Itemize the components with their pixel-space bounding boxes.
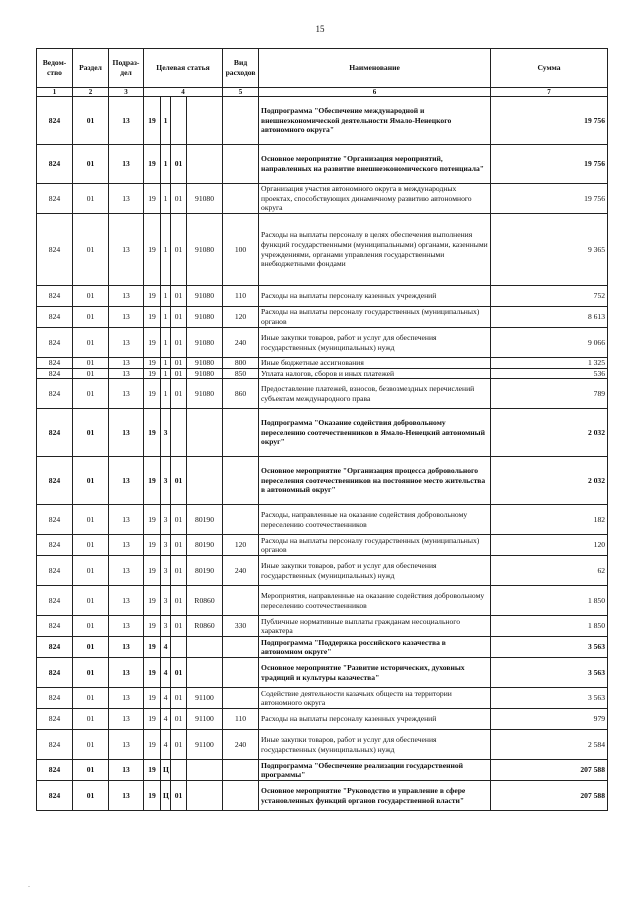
- cell-t3: 01: [171, 616, 187, 637]
- cell-t2: 1: [161, 328, 171, 358]
- cell-vid: [223, 586, 259, 616]
- cell-name: Иные закупки товаров, работ и услуг для обеспечения государственных (муниципальных) нужд: [259, 328, 491, 358]
- cell-t4: [187, 145, 223, 184]
- cell-t3: [171, 637, 187, 658]
- cell-r: 01: [73, 535, 109, 556]
- cell-t1: 19: [144, 409, 161, 457]
- table-row: [37, 307, 608, 328]
- cell-name: Подпрограмма "Оказание содействия добровольному переселению соотечественников в Ямало-Ненецкий автономный округ": [259, 409, 491, 457]
- cell-p: 13: [109, 145, 144, 184]
- cell-t2: 4: [161, 688, 171, 709]
- cell-name: Расходы, направленные на оказание содействия добровольному переселению соотечественников: [259, 505, 491, 535]
- cell-sum: 9 365: [491, 214, 608, 286]
- column-number: 3: [109, 88, 144, 97]
- cell-vid: [223, 145, 259, 184]
- cell-r: 01: [73, 586, 109, 616]
- cell-r: 01: [73, 781, 109, 811]
- cell-p: 13: [109, 214, 144, 286]
- cell-t2: 1: [161, 358, 171, 369]
- cell-sum: 62: [491, 556, 608, 586]
- cell-vid: 120: [223, 307, 259, 328]
- cell-v: 824: [37, 781, 73, 811]
- cell-t3: 01: [171, 145, 187, 184]
- cell-p: 13: [109, 709, 144, 730]
- cell-sum: 3 563: [491, 637, 608, 658]
- table-row: [37, 379, 608, 409]
- cell-vid: 800: [223, 358, 259, 369]
- header-podrazdel: Подраз-дел: [109, 49, 144, 88]
- cell-v: 824: [37, 616, 73, 637]
- cell-name: Расходы на выплаты персоналу казенных учреждений: [259, 286, 491, 307]
- cell-v: 824: [37, 637, 73, 658]
- page-number: 15: [315, 24, 325, 34]
- cell-t2: 3: [161, 586, 171, 616]
- table-header-row: [37, 49, 608, 88]
- table-row: [37, 709, 608, 730]
- header-razdel: Раздел: [73, 49, 109, 88]
- cell-t4: 80190: [187, 535, 223, 556]
- cell-t4: [187, 658, 223, 688]
- column-number-row: [37, 88, 608, 97]
- cell-t3: 01: [171, 535, 187, 556]
- scan-mark: .: [28, 880, 30, 889]
- cell-t1: 19: [144, 358, 161, 369]
- cell-sum: 19 756: [491, 97, 608, 145]
- cell-name: Основное мероприятие "Организация мероприятий, направленных на развитие внешнеэкономического потенциала": [259, 145, 491, 184]
- cell-t1: 19: [144, 307, 161, 328]
- cell-vid: [223, 658, 259, 688]
- cell-t2: Ц: [161, 760, 171, 781]
- table-row: [37, 556, 608, 586]
- cell-p: 13: [109, 586, 144, 616]
- cell-t1: 19: [144, 286, 161, 307]
- cell-r: 01: [73, 97, 109, 145]
- cell-v: 824: [37, 505, 73, 535]
- cell-t2: 1: [161, 145, 171, 184]
- cell-sum: 120: [491, 535, 608, 556]
- cell-t3: [171, 409, 187, 457]
- table-row: [37, 184, 608, 214]
- cell-p: 13: [109, 688, 144, 709]
- cell-name: Подпрограмма "Поддержка российского казачества в автономном округе": [259, 637, 491, 658]
- cell-sum: 8 613: [491, 307, 608, 328]
- cell-r: 01: [73, 688, 109, 709]
- cell-vid: [223, 688, 259, 709]
- cell-t4: R0860: [187, 586, 223, 616]
- cell-v: 824: [37, 688, 73, 709]
- cell-v: 824: [37, 730, 73, 760]
- cell-p: 13: [109, 97, 144, 145]
- cell-t2: 1: [161, 379, 171, 409]
- cell-t2: 4: [161, 658, 171, 688]
- cell-t3: 01: [171, 184, 187, 214]
- cell-t3: 01: [171, 688, 187, 709]
- cell-sum: 2 032: [491, 457, 608, 505]
- cell-r: 01: [73, 307, 109, 328]
- cell-t3: 01: [171, 730, 187, 760]
- cell-name: Основное мероприятие "Организация процесса добровольного переселения соотечественников на постоянное место жительства в автономный округ": [259, 457, 491, 505]
- column-number: 2: [73, 88, 109, 97]
- cell-t3: 01: [171, 379, 187, 409]
- cell-t4: [187, 637, 223, 658]
- cell-name: Содействие деятельности казачьих обществ на территории автономного округа: [259, 688, 491, 709]
- cell-p: 13: [109, 760, 144, 781]
- cell-v: 824: [37, 409, 73, 457]
- table-row: [37, 286, 608, 307]
- cell-t4: 91080: [187, 184, 223, 214]
- cell-r: 01: [73, 358, 109, 369]
- cell-sum: 1 850: [491, 586, 608, 616]
- cell-t2: 3: [161, 535, 171, 556]
- cell-vid: 100: [223, 214, 259, 286]
- cell-name: Расходы на выплаты персоналу государственных (муниципальных) органов: [259, 307, 491, 328]
- cell-v: 824: [37, 658, 73, 688]
- cell-v: 824: [37, 214, 73, 286]
- cell-t4: 91080: [187, 286, 223, 307]
- table-row: [37, 535, 608, 556]
- header-name: Наименование: [259, 49, 491, 88]
- cell-name: Подпрограмма "Обеспечение международной и внешнеэкономической деятельности Ямало-Ненецкого автономного округа": [259, 97, 491, 145]
- cell-t1: 19: [144, 616, 161, 637]
- cell-vid: [223, 505, 259, 535]
- cell-v: 824: [37, 307, 73, 328]
- cell-name: Организация участия автономного округа в международных проектах, способствующих динамичному развитию автономного округа: [259, 184, 491, 214]
- cell-v: 824: [37, 145, 73, 184]
- cell-p: 13: [109, 457, 144, 505]
- cell-p: 13: [109, 307, 144, 328]
- cell-t3: 01: [171, 709, 187, 730]
- cell-t3: 01: [171, 586, 187, 616]
- table-row: [37, 145, 608, 184]
- cell-t1: 19: [144, 457, 161, 505]
- cell-name: Основное мероприятие "Руководство и управление в сфере установленных функций органов государственной власти": [259, 781, 491, 811]
- cell-r: 01: [73, 658, 109, 688]
- table-row: [37, 616, 608, 637]
- cell-t2: 1: [161, 368, 171, 379]
- cell-t4: 80190: [187, 556, 223, 586]
- cell-t3: 01: [171, 368, 187, 379]
- cell-vid: [223, 184, 259, 214]
- cell-t2: 1: [161, 286, 171, 307]
- cell-p: 13: [109, 556, 144, 586]
- cell-t3: [171, 760, 187, 781]
- table-row: [37, 688, 608, 709]
- cell-t1: 19: [144, 535, 161, 556]
- cell-p: 13: [109, 328, 144, 358]
- cell-v: 824: [37, 286, 73, 307]
- column-number: 7: [491, 88, 608, 97]
- cell-name: Публичные нормативные выплаты гражданам несоциального характера: [259, 616, 491, 637]
- cell-t3: 01: [171, 328, 187, 358]
- table-row: [37, 730, 608, 760]
- header-target: Целевая статья: [144, 49, 223, 88]
- cell-t3: 01: [171, 307, 187, 328]
- cell-name: Иные закупки товаров, работ и услуг для обеспечения государственных (муниципальных) нужд: [259, 730, 491, 760]
- cell-t1: 19: [144, 556, 161, 586]
- cell-t2: 1: [161, 184, 171, 214]
- cell-t2: 3: [161, 409, 171, 457]
- cell-t4: 91100: [187, 730, 223, 760]
- cell-t4: [187, 409, 223, 457]
- cell-t1: 19: [144, 781, 161, 811]
- cell-v: 824: [37, 368, 73, 379]
- cell-t2: 4: [161, 637, 171, 658]
- cell-t1: 19: [144, 760, 161, 781]
- cell-t3: 01: [171, 505, 187, 535]
- cell-name: Уплата налогов, сборов и иных платежей: [259, 368, 491, 379]
- cell-t1: 19: [144, 586, 161, 616]
- cell-t2: 1: [161, 307, 171, 328]
- cell-sum: 207 588: [491, 781, 608, 811]
- cell-r: 01: [73, 457, 109, 505]
- cell-vid: 120: [223, 535, 259, 556]
- table-row: [37, 358, 608, 369]
- cell-vid: [223, 637, 259, 658]
- cell-p: 13: [109, 658, 144, 688]
- cell-t1: 19: [144, 184, 161, 214]
- cell-r: 01: [73, 505, 109, 535]
- cell-t2: Ц: [161, 781, 171, 811]
- cell-p: 13: [109, 409, 144, 457]
- cell-vid: [223, 760, 259, 781]
- cell-vid: [223, 457, 259, 505]
- cell-t4: 91080: [187, 358, 223, 369]
- cell-t4: [187, 781, 223, 811]
- cell-p: 13: [109, 379, 144, 409]
- cell-r: 01: [73, 616, 109, 637]
- cell-p: 13: [109, 286, 144, 307]
- cell-vid: 860: [223, 379, 259, 409]
- cell-r: 01: [73, 637, 109, 658]
- cell-t2: 1: [161, 214, 171, 286]
- cell-t2: 3: [161, 616, 171, 637]
- cell-sum: 19 756: [491, 145, 608, 184]
- cell-t4: 91080: [187, 307, 223, 328]
- cell-r: 01: [73, 328, 109, 358]
- cell-sum: 19 756: [491, 184, 608, 214]
- cell-vid: 240: [223, 328, 259, 358]
- cell-t1: 19: [144, 145, 161, 184]
- header-vedomstvo: Ведом-ство: [37, 49, 73, 88]
- cell-v: 824: [37, 184, 73, 214]
- cell-sum: 207 588: [491, 760, 608, 781]
- cell-r: 01: [73, 286, 109, 307]
- table-row: [37, 505, 608, 535]
- table-row: [37, 637, 608, 658]
- cell-sum: 752: [491, 286, 608, 307]
- table-row: [37, 97, 608, 145]
- cell-t2: 4: [161, 730, 171, 760]
- cell-sum: 9 066: [491, 328, 608, 358]
- cell-vid: 850: [223, 368, 259, 379]
- cell-t1: 19: [144, 688, 161, 709]
- cell-sum: 979: [491, 709, 608, 730]
- cell-sum: 2 032: [491, 409, 608, 457]
- cell-v: 824: [37, 586, 73, 616]
- cell-t2: 3: [161, 457, 171, 505]
- cell-t1: 19: [144, 505, 161, 535]
- cell-p: 13: [109, 535, 144, 556]
- cell-p: 13: [109, 730, 144, 760]
- cell-sum: 3 563: [491, 658, 608, 688]
- cell-name: Расходы на выплаты персоналу казенных учреждений: [259, 709, 491, 730]
- cell-r: 01: [73, 184, 109, 214]
- cell-vid: 110: [223, 286, 259, 307]
- cell-v: 824: [37, 535, 73, 556]
- cell-v: 824: [37, 379, 73, 409]
- cell-t4: 91080: [187, 368, 223, 379]
- cell-vid: 240: [223, 556, 259, 586]
- table-row: [37, 457, 608, 505]
- cell-t4: [187, 457, 223, 505]
- cell-t1: 19: [144, 368, 161, 379]
- cell-r: 01: [73, 760, 109, 781]
- table-row: [37, 409, 608, 457]
- cell-t2: 3: [161, 556, 171, 586]
- cell-sum: 1 325: [491, 358, 608, 369]
- cell-p: 13: [109, 184, 144, 214]
- column-number: 6: [259, 88, 491, 97]
- header-vid: Вид расходов: [223, 49, 259, 88]
- cell-t3: 01: [171, 781, 187, 811]
- cell-r: 01: [73, 409, 109, 457]
- cell-name: Иные бюджетные ассигнования: [259, 358, 491, 369]
- cell-p: 13: [109, 616, 144, 637]
- table-row: [37, 214, 608, 286]
- cell-t2: 4: [161, 709, 171, 730]
- cell-r: 01: [73, 214, 109, 286]
- table-row: [37, 658, 608, 688]
- cell-v: 824: [37, 556, 73, 586]
- cell-t4: [187, 760, 223, 781]
- cell-name: Предоставление платежей, взносов, безвозмездных перечислений субъектам международного права: [259, 379, 491, 409]
- header-sum: Сумма: [491, 49, 608, 88]
- cell-v: 824: [37, 328, 73, 358]
- cell-t1: 19: [144, 658, 161, 688]
- cell-t4: 91100: [187, 709, 223, 730]
- cell-r: 01: [73, 730, 109, 760]
- cell-p: 13: [109, 358, 144, 369]
- cell-v: 824: [37, 457, 73, 505]
- cell-t4: 91100: [187, 688, 223, 709]
- cell-vid: [223, 409, 259, 457]
- cell-name: Расходы на выплаты персоналу в целях обеспечения выполнения функций государственными (муниципальными) органами, казенными учреждениями, органами управления государственными внебюджетными фондами: [259, 214, 491, 286]
- cell-r: 01: [73, 556, 109, 586]
- cell-t2: 1: [161, 97, 171, 145]
- cell-sum: 182: [491, 505, 608, 535]
- cell-t1: 19: [144, 328, 161, 358]
- cell-sum: 2 584: [491, 730, 608, 760]
- cell-sum: 536: [491, 368, 608, 379]
- cell-t3: 01: [171, 286, 187, 307]
- table-row: [37, 781, 608, 811]
- cell-vid: 110: [223, 709, 259, 730]
- cell-r: 01: [73, 368, 109, 379]
- cell-p: 13: [109, 781, 144, 811]
- cell-vid: 330: [223, 616, 259, 637]
- cell-r: 01: [73, 379, 109, 409]
- cell-name: Основное мероприятие "Развитие исторических, духовных традиций и культуры казачества": [259, 658, 491, 688]
- cell-t1: 19: [144, 730, 161, 760]
- cell-v: 824: [37, 97, 73, 145]
- cell-t1: 19: [144, 214, 161, 286]
- cell-t3: 01: [171, 358, 187, 369]
- cell-sum: 789: [491, 379, 608, 409]
- table-row: [37, 760, 608, 781]
- cell-p: 13: [109, 637, 144, 658]
- cell-sum: 1 850: [491, 616, 608, 637]
- table-row: [37, 586, 608, 616]
- cell-t3: 01: [171, 658, 187, 688]
- cell-t1: 19: [144, 379, 161, 409]
- cell-r: 01: [73, 709, 109, 730]
- cell-t1: 19: [144, 97, 161, 145]
- cell-vid: [223, 97, 259, 145]
- cell-sum: 3 563: [491, 688, 608, 709]
- cell-t4: [187, 97, 223, 145]
- cell-name: Мероприятия, направленные на оказание содействия добровольному переселению соотечественников: [259, 586, 491, 616]
- cell-vid: [223, 781, 259, 811]
- cell-t1: 19: [144, 709, 161, 730]
- cell-t3: 01: [171, 556, 187, 586]
- cell-p: 13: [109, 368, 144, 379]
- cell-t4: 80190: [187, 505, 223, 535]
- cell-v: 824: [37, 358, 73, 369]
- column-number: 5: [223, 88, 259, 97]
- table-row: [37, 368, 608, 379]
- budget-table: [36, 48, 608, 811]
- cell-r: 01: [73, 145, 109, 184]
- cell-name: Иные закупки товаров, работ и услуг для обеспечения государственных (муниципальных) нужд: [259, 556, 491, 586]
- column-number: 1: [37, 88, 73, 97]
- cell-t3: 01: [171, 214, 187, 286]
- cell-t4: 91080: [187, 328, 223, 358]
- cell-vid: 240: [223, 730, 259, 760]
- cell-name: Подпрограмма "Обеспечение реализации государственной программы": [259, 760, 491, 781]
- cell-t4: 91080: [187, 214, 223, 286]
- cell-t4: 91080: [187, 379, 223, 409]
- column-number: 4: [144, 88, 223, 97]
- cell-p: 13: [109, 505, 144, 535]
- cell-v: 824: [37, 709, 73, 730]
- cell-t2: 3: [161, 505, 171, 535]
- cell-t3: [171, 97, 187, 145]
- cell-t4: R0860: [187, 616, 223, 637]
- table-row: [37, 328, 608, 358]
- cell-name: Расходы на выплаты персоналу государственных (муниципальных) органов: [259, 535, 491, 556]
- cell-v: 824: [37, 760, 73, 781]
- cell-t1: 19: [144, 637, 161, 658]
- cell-t3: 01: [171, 457, 187, 505]
